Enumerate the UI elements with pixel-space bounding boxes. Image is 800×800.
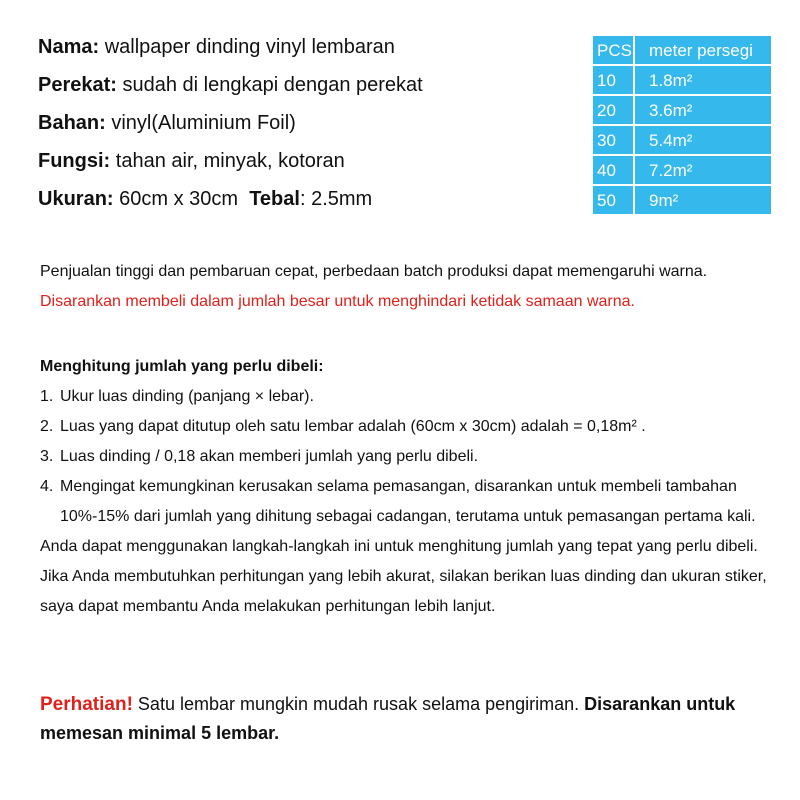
table-cell-area: 7.2m² <box>635 156 771 186</box>
step-number: 4. <box>40 478 54 495</box>
table-cell-pcs: 10 <box>593 66 635 96</box>
step-text: Luas dinding / 0,18 akan memberi jumlah yang perlu dibeli. <box>60 448 479 465</box>
table-row <box>593 156 771 186</box>
spec-value: wallpaper dinding vinyl lembaran <box>99 36 395 58</box>
spec-label: Nama: <box>38 36 100 58</box>
spec-value: vinyl(Aluminium Foil) <box>105 112 296 134</box>
shipping-warning <box>40 690 780 747</box>
table-row <box>593 126 771 156</box>
batch-notice <box>40 257 780 317</box>
spec-label: Ukuran: <box>38 188 114 210</box>
table-cell-area: 1.8m² <box>635 66 771 96</box>
spec-label: Fungsi: <box>38 150 111 172</box>
table-header-row <box>593 36 771 66</box>
spec-value: tahan air, minyak, kotoran <box>110 150 345 172</box>
list-item <box>40 442 780 472</box>
spec-value: 60cm x 30cm <box>113 188 250 210</box>
spec-adhesive <box>38 73 423 97</box>
table-header-pcs: PCS <box>593 36 635 66</box>
batch-notice-text: Penjualan tinggi dan pembaruan cepat, perbedaan batch produksi dapat memengaruhi warna. <box>40 263 708 280</box>
spec-material <box>38 111 296 135</box>
table-cell-area: 3.6m² <box>635 96 771 126</box>
howto-title: Menghitung jumlah yang perlu dibeli: <box>40 358 324 375</box>
spec-label: Bahan: <box>38 112 106 134</box>
howto-closing: Anda dapat menggunakan langkah-langkah ini untuk menghitung jumlah yang tepat yang perlu dibeli. Jika Anda membutuhkan perhitungan yang lebih akurat, silakan berikan luas dinding dan ukuran stiker, saya dapat membantu Anda melakukan perhitungan lebih lanjut. <box>40 538 767 615</box>
warning-text: Satu lembar mungkin mudah rusak selama pengiriman. <box>132 694 585 714</box>
list-item <box>40 412 780 442</box>
coverage-table <box>593 36 771 216</box>
table-cell-area: 9m² <box>635 186 771 216</box>
table-row <box>593 186 771 216</box>
table-cell-area: 5.4m² <box>635 126 771 156</box>
table-row <box>593 66 771 96</box>
spec-function <box>38 149 345 173</box>
step-number: 2. <box>40 418 54 435</box>
spec-size <box>38 187 372 211</box>
warning-bold: Disarankan untuk memesan minimal 5 lembar. <box>40 694 736 743</box>
list-item <box>40 472 780 532</box>
table-row <box>593 96 771 126</box>
table-cell-pcs: 30 <box>593 126 635 156</box>
spec-value: sudah di lengkapi dengan perekat <box>116 74 423 96</box>
spec-label: Perekat: <box>38 74 117 96</box>
spec-label-thickness: Tebal <box>249 188 300 210</box>
step-number: 3. <box>40 448 54 465</box>
list-item <box>40 382 780 412</box>
step-text: Ukur luas dinding (panjang × lebar). <box>60 388 314 405</box>
warning-label: Perhatian! <box>40 694 133 715</box>
step-number: 1. <box>40 388 54 405</box>
table-cell-pcs: 50 <box>593 186 635 216</box>
table-header-area: meter persegi <box>635 36 771 66</box>
step-text: Luas yang dapat ditutup oleh satu lembar adalah (60cm x 30cm) adalah = 0,18m² . <box>60 418 646 435</box>
table-cell-pcs: 20 <box>593 96 635 126</box>
howto-steps <box>40 382 780 622</box>
batch-notice-highlight: Disarankan membeli dalam jumlah besar untuk menghindari ketidak samaan warna. <box>40 293 635 310</box>
spec-name <box>38 35 395 59</box>
spec-value-thickness: : 2.5mm <box>299 188 373 210</box>
table-cell-pcs: 40 <box>593 156 635 186</box>
step-text: Mengingat kemungkinan kerusakan selama pemasangan, disarankan untuk membeli tambahan 10%-15% dari jumlah yang dihitung sebagai cadangan, terutama untuk pemasangan pertama kali. <box>60 478 756 525</box>
